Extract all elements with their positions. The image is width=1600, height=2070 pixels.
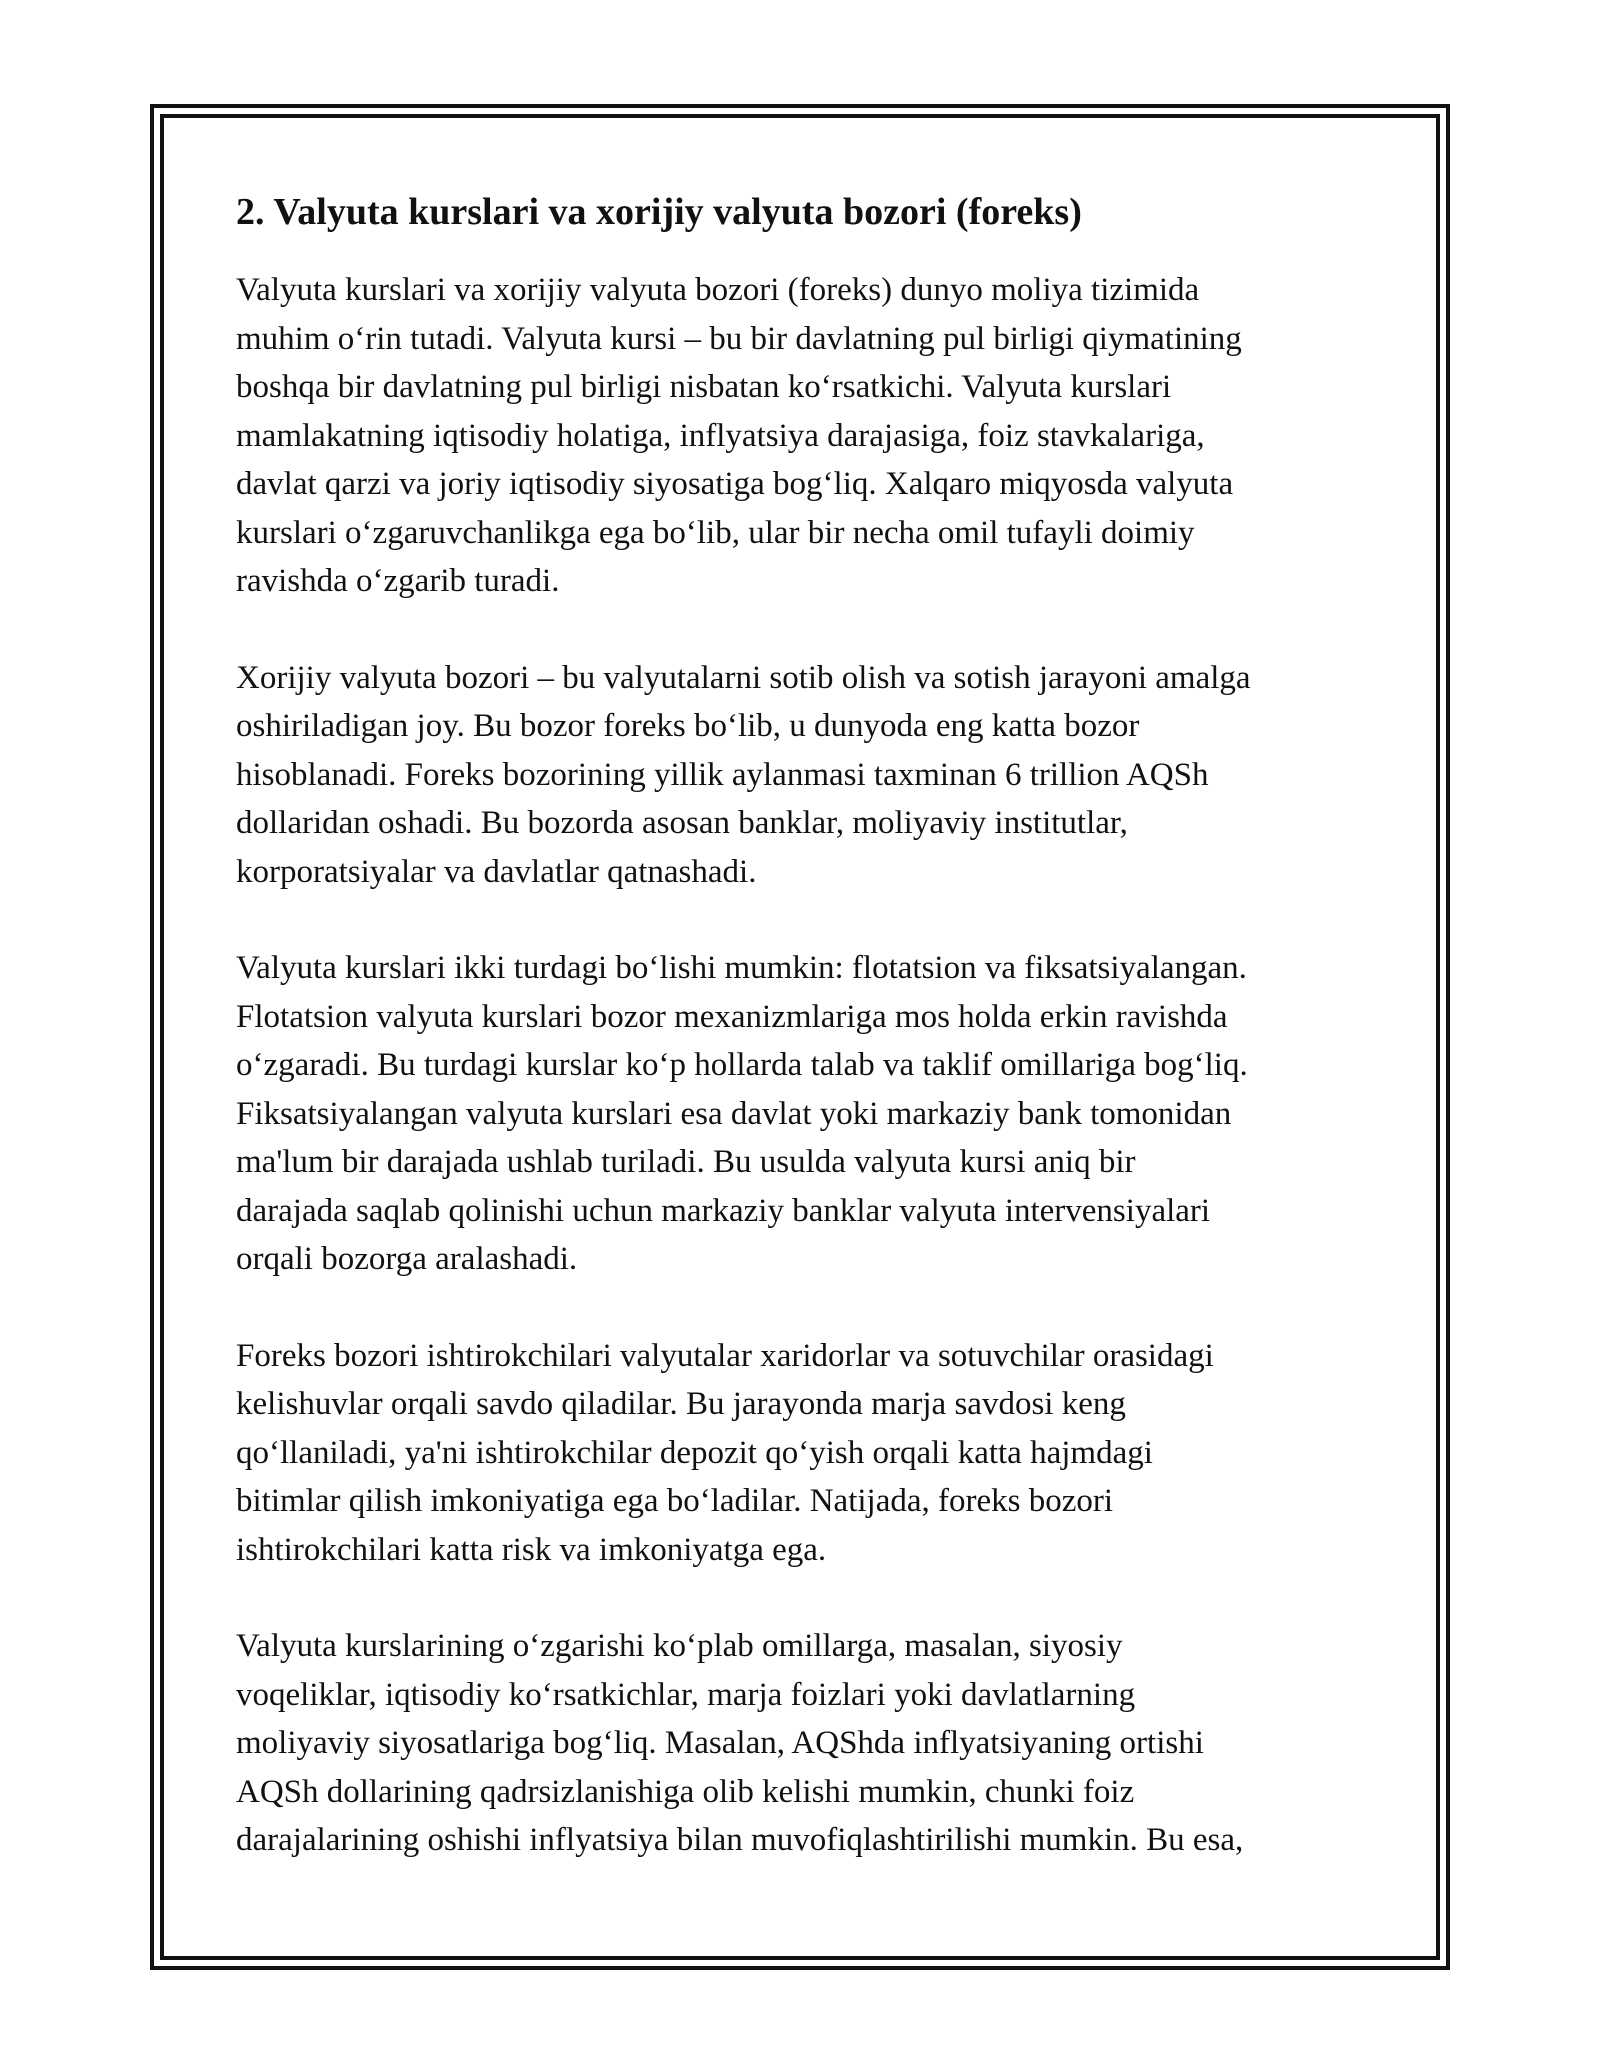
document-body xyxy=(236,188,1376,1913)
text-line: korporatsiyalar va davlatlar qatnashadi. xyxy=(236,853,757,890)
text-line: qo‘llaniladi, ya'ni ishtirokchilar depozit qo‘yish orqali katta hajmdagi xyxy=(236,1434,1153,1471)
text-line: voqeliklar, iqtisodiy ko‘rsatkichlar, marja foizlari yoki davlatlarning xyxy=(236,1676,1136,1713)
paragraph-1 xyxy=(236,266,1376,606)
text-line: Flotatsion valyuta kurslari bozor mexanizmlariga mos holda erkin ravishda xyxy=(236,998,1228,1035)
text-line: boshqa bir davlatning pul birligi nisbatan ko‘rsatkichi. Valyuta kurslari xyxy=(236,369,1172,405)
text-line: Valyuta kurslari va xorijiy valyuta bozori (foreks) dunyo moliya tizimida xyxy=(236,272,1200,308)
section-heading: 2. Valyuta kurslari va xorijiy valyuta bozori (foreks) xyxy=(236,191,1082,233)
text-line: moliyaviy siyosatlariga bog‘liq. Masalan, AQShda inflyatsiyaning ortishi xyxy=(236,1725,1204,1761)
text-line: hisoblanadi. Foreks bozorining yillik aylanmasi taxminan 6 trillion AQSh xyxy=(236,756,1209,793)
text-line: oshiriladigan joy. Bu bozor foreks bo‘lib, u dunyoda eng katta bozor xyxy=(236,708,1140,744)
text-line: kelishuvlar orqali savdo qiladilar. Bu jarayonda marja savdosi keng xyxy=(236,1386,1126,1422)
paragraph-2 xyxy=(236,654,1376,897)
text-line: Fiksatsiyalangan valyuta kurslari esa davlat yoki markaziy bank tomonidan xyxy=(236,1095,1232,1132)
text-line: mamlakatning iqtisodiy holatiga, inflyatsiya darajasiga, foiz stavkalariga, xyxy=(236,417,1205,454)
text-line: muhim o‘rin tutadi. Valyuta kursi – bu bir davlatning pul birligi qiymatining xyxy=(236,320,1242,357)
text-line: Xorijiy valyuta bozori – bu valyutalarni sotib olish va sotish jarayoni amalga xyxy=(236,659,1251,696)
text-line: AQSh dollarining qadrsizlanishiga olib kelishi mumkin, chunki foiz xyxy=(236,1773,1135,1810)
text-line: davlat qarzi va joriy iqtisodiy siyosatiga bog‘liq. Xalqaro miqyosda valyuta xyxy=(236,466,1234,502)
text-line: orqali bozorga aralashadi. xyxy=(236,1241,578,1277)
text-line: ma'lum bir darajada ushlab turiladi. Bu usulda valyuta kursi aniq bir xyxy=(236,1144,1136,1180)
text-line: darajada saqlab qolinishi uchun markaziy banklar valyuta intervensiyalari xyxy=(236,1192,1211,1229)
paragraph-3 xyxy=(236,944,1376,1284)
text-line: Valyuta kurslari ikki turdagi bo‘lishi mumkin: flotatsion va fiksatsiyalangan. xyxy=(236,950,1247,986)
paragraph-5 xyxy=(236,1622,1376,1865)
paragraph-4 xyxy=(236,1332,1376,1575)
text-line: dollaridan oshadi. Bu bozorda asosan banklar, moliyaviy institutlar, xyxy=(236,805,1128,841)
text-line: o‘zgaradi. Bu turdagi kurslar ko‘p hollarda talab va taklif omillariga bog‘liq. xyxy=(236,1047,1248,1083)
text-line: Valyuta kurslarining o‘zgarishi ko‘plab omillarga, masalan, siyosiy xyxy=(236,1628,1123,1664)
text-line: ravishda o‘zgarib turadi. xyxy=(236,563,560,599)
text-line: ishtirokchilari katta risk va imkoniyatga ega. xyxy=(236,1531,827,1568)
text-line: darajalarining oshishi inflyatsiya bilan muvofiqlashtirilishi mumkin. Bu esa, xyxy=(236,1822,1244,1858)
text-line: kurslari o‘zgaruvchanlikga ega bo‘lib, ular bir necha omil tufayli doimiy xyxy=(236,514,1195,551)
text-line: Foreks bozori ishtirokchilari valyutalar xaridorlar va sotuvchilar orasidagi xyxy=(236,1337,1214,1374)
text-line: bitimlar qilish imkoniyatiga ega bo‘ladilar. Natijada, foreks bozori xyxy=(236,1483,1114,1519)
